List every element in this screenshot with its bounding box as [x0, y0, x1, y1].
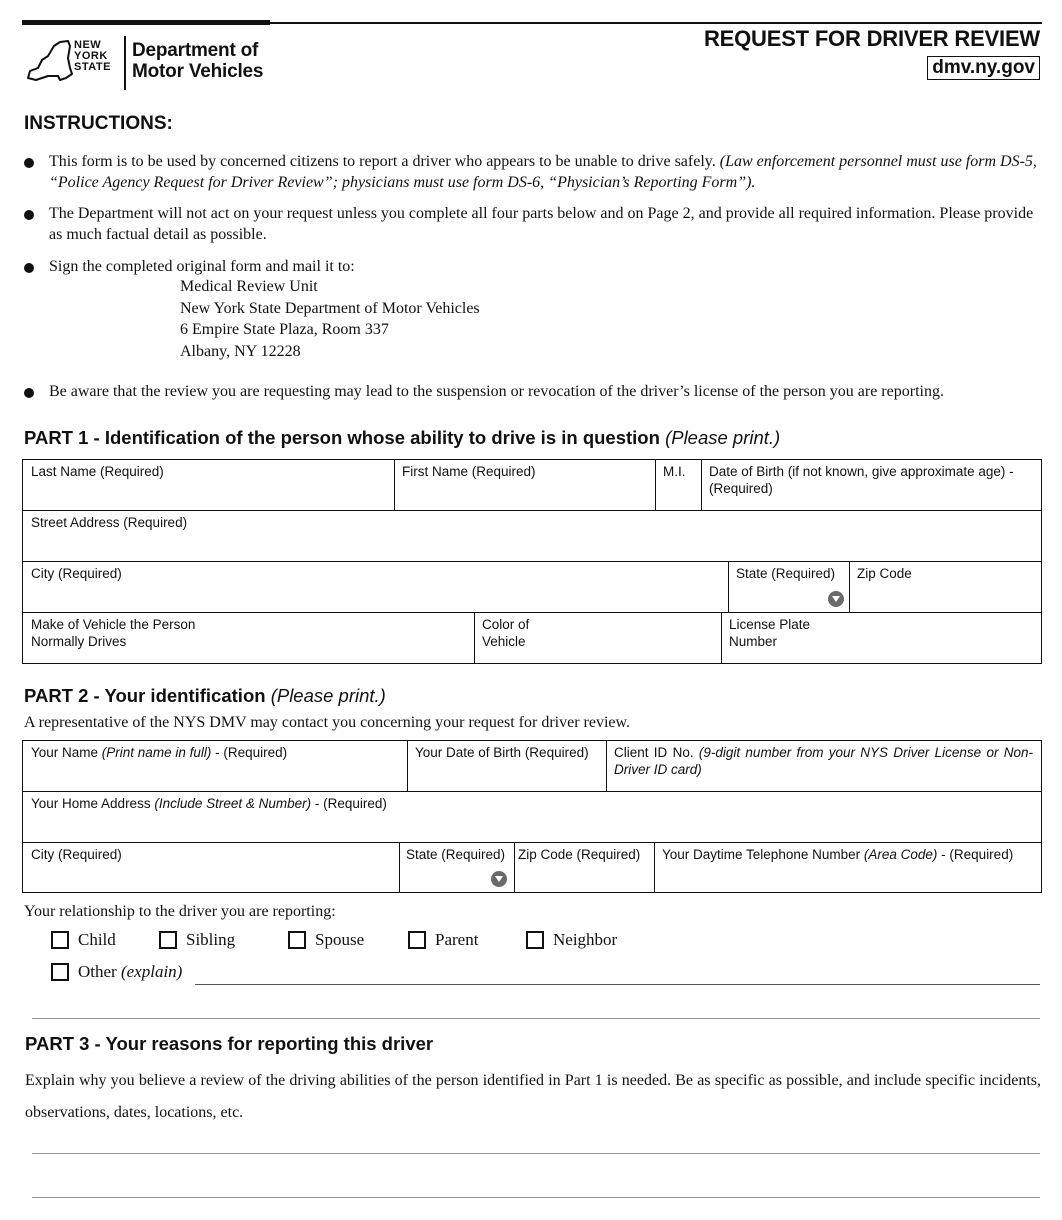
relationship-label: Your relationship to the driver you are reporting:: [24, 903, 336, 920]
state-select[interactable]: State (Required): [736, 566, 836, 581]
daytime-phone-field[interactable]: Your Daytime Telephone Number (Area Code) - (Required): [662, 847, 1014, 862]
license-plate-field[interactable]: License Plate Number: [729, 617, 811, 649]
header-rule: [270, 22, 1042, 24]
part2-heading: PART 2 - Your identification (Please print.): [24, 685, 386, 706]
bullet-icon: [24, 263, 34, 273]
middle-initial-field[interactable]: M.I.: [663, 464, 686, 479]
logo-department-name: Department of Motor Vehicles: [132, 40, 264, 82]
your-date-of-birth-field[interactable]: Your Date of Birth (Required): [415, 745, 589, 760]
logo-divider: [124, 36, 126, 90]
part1-heading: PART 1 - Identification of the person whose ability to drive is in question (Please print.): [24, 427, 781, 448]
your-zip-code-field[interactable]: Zip Code (Required): [518, 847, 641, 862]
bullet-icon: [24, 158, 34, 168]
date-of-birth-field[interactable]: Date of Birth (if not known, give approximate age) - (Required): [709, 464, 1014, 496]
bullet-icon: [24, 388, 34, 398]
form-title: REQUEST FOR DRIVER REVIEW: [703, 26, 1040, 51]
ny-state-map-icon: [24, 38, 76, 84]
bullet-icon: [24, 210, 34, 220]
header-rule-thick: [22, 20, 270, 25]
dropdown-arrow-icon[interactable]: [491, 871, 507, 887]
zip-code-field[interactable]: Zip Code: [857, 566, 912, 581]
vehicle-make-field[interactable]: Make of Vehicle the Person Normally Drives: [31, 617, 196, 649]
home-address-field[interactable]: Your Home Address (Include Street & Number) - (Required): [31, 796, 387, 811]
last-name-field[interactable]: Last Name (Required): [31, 464, 164, 479]
instructions-heading: INSTRUCTIONS:: [24, 113, 173, 134]
part1-table: [22, 459, 1042, 664]
dropdown-arrow-icon[interactable]: [828, 591, 844, 607]
part2-table: [22, 740, 1042, 893]
reason-line[interactable]: [32, 1197, 1040, 1198]
first-name-field[interactable]: First Name (Required): [402, 464, 536, 479]
city-field[interactable]: City (Required): [31, 566, 122, 581]
logo-state-text: NEW YORK STATE: [74, 39, 111, 73]
client-id-field[interactable]: Client ID No. (9-digit number from your NYS Driver License or Non-Driver ID card): [614, 745, 1033, 777]
reason-line[interactable]: [32, 1153, 1040, 1154]
your-name-field[interactable]: Your Name (Print name in full) - (Required): [31, 745, 288, 760]
part2-intro: A representative of the NYS DMV may contact you concerning your request for driver review.: [24, 714, 631, 731]
part3-intro: Explain why you believe a review of the driving abilities of the person identified in Part 1 is needed. Be as specific as possible, and include specific incidents, observations, dates, locations, etc.: [25, 1072, 1041, 1121]
your-city-field[interactable]: City (Required): [31, 847, 122, 862]
mailing-address: Medical Review Unit New York State Department of Motor Vehicles 6 Empire State Plaza, Room 337 Albany, NY 12228: [180, 278, 480, 360]
your-state-select[interactable]: State (Required): [406, 847, 506, 862]
street-address-field[interactable]: Street Address (Required): [31, 515, 188, 530]
website-link[interactable]: dmv.ny.gov: [927, 56, 1040, 80]
part3-heading: PART 3 - Your reasons for reporting this driver: [25, 1033, 434, 1054]
nys-dmv-logo: [24, 34, 284, 92]
vehicle-color-field[interactable]: Color of Vehicle: [482, 617, 530, 649]
other-explain-line[interactable]: [195, 984, 1040, 985]
section-divider: [32, 1018, 1040, 1019]
